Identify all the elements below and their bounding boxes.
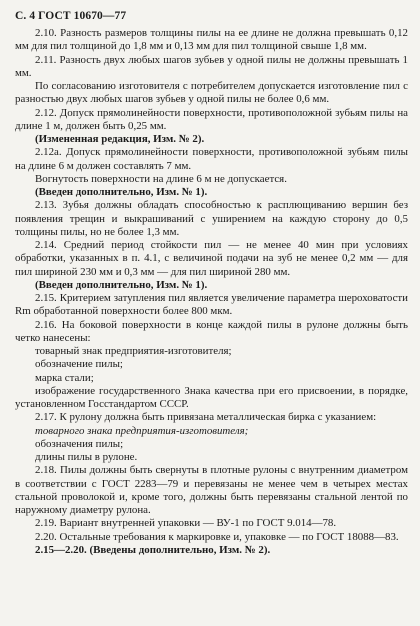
paragraph: длины пилы в рулоне.	[35, 451, 138, 463]
paragraph: марка стали;	[35, 371, 94, 384]
paragraph: 2.15. Критерием затупления пил является увеличение параметра шероховатости Rm обработанной поверхности более 800 мкм.	[15, 292, 408, 318]
paragraph: товарного знака предприятия-изготовителя;	[35, 424, 249, 437]
paragraph: обозначение пилы;	[35, 358, 123, 371]
paragraph: товарный знак предприятия-изготовителя;	[35, 345, 232, 357]
paragraph: 2.17. К рулону должна быть привязана металлическая бирка с указанием:	[35, 411, 377, 424]
paragraph: 2.19. Вариант внутренней упаковки — ВУ-1 по ГОСТ 9.014—78.	[35, 517, 337, 530]
paragraph: 2.11. Разность двух любых шагов зубьев у одной пилы не должны превышать 1 мм.	[15, 53, 408, 79]
paragraph: (Измененная редакция, Изм. № 2).	[35, 133, 205, 145]
page-header: С. 4 ГОСТ 10670—77	[15, 10, 127, 22]
paragraph: 2.12а. Допуск прямолинейности поверхности, противоположной зубьям пилы на длине 6 м должен составлять 7 мм.	[15, 146, 408, 172]
paragraph: обозначения пилы;	[35, 437, 124, 450]
paragraph: Вогнутость поверхности на длине 6 м не допускается.	[35, 172, 287, 185]
paragraph: 2.12. Допуск прямолинейности поверхности, противоположной зубьям пилы на длине 1 м, должен быть 0,25 мм.	[15, 106, 408, 132]
paragraph: изображение государственного Знака качества при его присвоении, в порядке, установленном Госстандартом СССР.	[15, 384, 408, 410]
paragraph: 2.10. Разность размеров толщины пилы на ее длине не должна превышать 0,12 мм для пил толщиной до 1,8 мм и 0,13 мм для пил толщиной свыше 1,8 мм.	[15, 27, 408, 53]
paragraph: 2.16. На боковой поверхности в конце каждой пилы в рулоне должны быть четко нанесены:	[15, 318, 408, 344]
document-body	[15, 27, 408, 557]
paragraph: 2.15—2.20. (Введены дополнительно, Изм. № 2).	[35, 543, 271, 556]
paragraph: 2.13. Зубья должны обладать способностью к расплющиванию вершин без появления трещин и выкрашиваний с уширением на каждую сторону до 0,5 толщины пилы, но не более 1,3 мм.	[15, 199, 408, 238]
paragraph: 2.14. Средний период стойкости пил — не менее 40 мин при условиях обработки, указанных в п. 4.1, с величиной подачи на зуб не менее 0,2 мм — для пил шириной 230 мм и 0,3 мм — для пил шириной 280 мм.	[15, 239, 408, 278]
paragraph: (Введен дополнительно, Изм. № 1).	[35, 278, 208, 291]
paragraph: По согласованию изготовителя с потребителем допускается изготовление пил с разностью двух любых шагов зубьев у одной пилы не более 0,6 мм.	[15, 80, 408, 106]
paragraph: (Введен дополнительно, Изм. № 1).	[35, 186, 208, 198]
paragraph: 2.18. Пилы должны быть свернуты в плотные рулоны с внутренним диаметром в соответствии с ГОСТ 2283—79 и перевязаны не менее чем в четырех местах стальной проволокой и, кроме того, должны быть перевязаны стальной лентой по наружному диаметру рулона.	[15, 464, 408, 516]
paragraph: 2.20. Остальные требования к маркировке и, упаковке — по ГОСТ 18088—83.	[35, 530, 399, 543]
